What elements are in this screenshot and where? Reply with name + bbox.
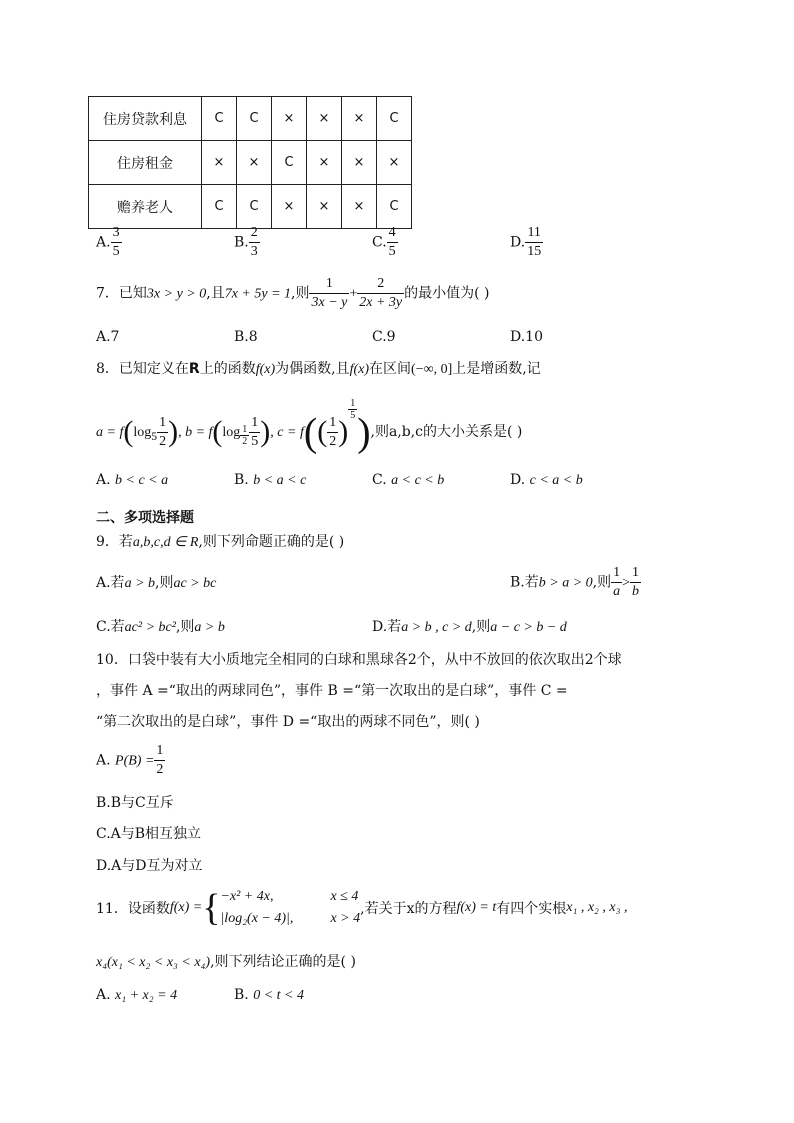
math-expr: a > b bbox=[194, 620, 225, 635]
q11-option-a bbox=[96, 987, 177, 1004]
option-letter: A. bbox=[96, 987, 111, 1003]
stem-text: 9．若 bbox=[96, 534, 133, 550]
math-expr: x₁ , x₂ , x₃ , bbox=[566, 900, 628, 915]
q8-option-d bbox=[510, 472, 583, 489]
stem-text: 在区间 bbox=[369, 361, 412, 377]
denominator: 2 bbox=[156, 762, 164, 777]
table-cell: × bbox=[342, 185, 377, 229]
table-cell: C bbox=[237, 97, 272, 141]
q9-stem bbox=[96, 531, 344, 551]
q8-stem bbox=[96, 358, 541, 378]
q10-option-a bbox=[96, 742, 165, 779]
numerator: 1 bbox=[630, 564, 641, 583]
option-letter: D. bbox=[510, 472, 526, 488]
fraction bbox=[630, 564, 641, 601]
row-label: 住房贷款利息 bbox=[89, 97, 202, 141]
log-base: 5 bbox=[151, 429, 158, 443]
log-text: log bbox=[222, 425, 241, 440]
q8-definitions bbox=[96, 398, 522, 456]
stem-text: ,若关于x的方程 bbox=[360, 901, 457, 917]
q7-option-a: A.7 bbox=[96, 329, 120, 345]
paren-open: ( bbox=[123, 415, 134, 448]
math-expr: b < c < a bbox=[115, 473, 169, 488]
q10-line3: “第二次取出的是白球”，事件 D =“取出的两球不同色”，则( ) bbox=[96, 714, 480, 730]
paren-close: ) bbox=[357, 409, 371, 455]
case-row bbox=[220, 886, 360, 908]
numerator: 1 bbox=[242, 424, 248, 435]
stem-text: ,且 bbox=[206, 285, 225, 302]
stem-text: 有四个实根 bbox=[496, 901, 567, 917]
paren-close: ) bbox=[338, 415, 349, 448]
stem-text: ,则下列命题正确的是( ) bbox=[198, 534, 345, 550]
log-base-fraction bbox=[240, 424, 249, 447]
option-letter: C. bbox=[372, 234, 387, 251]
math-expr: 3x > y > 0 bbox=[146, 286, 207, 302]
fraction bbox=[525, 224, 543, 261]
interval: (−∞, 0] bbox=[411, 362, 453, 377]
stem-text: 8．已知定义在 bbox=[96, 361, 189, 377]
denominator: 3 bbox=[250, 244, 258, 259]
denominator: b bbox=[632, 584, 640, 599]
table-row bbox=[89, 141, 412, 185]
math-expr: a > b bbox=[124, 576, 156, 591]
fraction bbox=[357, 275, 404, 312]
paren-close: ) bbox=[260, 415, 271, 448]
stem-text: 11．设函数 bbox=[96, 901, 170, 917]
denominator: a bbox=[613, 584, 621, 599]
denominator: 2 bbox=[329, 433, 337, 449]
table-cell: × bbox=[307, 141, 342, 185]
table-cell: × bbox=[377, 141, 412, 185]
math-expr: , b = f bbox=[178, 425, 213, 440]
stem-text: 上是增函数,记 bbox=[452, 361, 541, 377]
q10-option-b: B.B与C互斥 bbox=[96, 795, 174, 811]
q11-option-b bbox=[234, 987, 304, 1004]
stem-text: 为偶函数,且 bbox=[275, 361, 350, 377]
table-cell: × bbox=[342, 97, 377, 141]
stem-text: ,则下列结论正确的是( ) bbox=[210, 954, 356, 970]
math-expr: f(x) bbox=[255, 362, 276, 377]
paren-open: ( bbox=[317, 415, 328, 448]
q11-line2 bbox=[96, 951, 356, 971]
denominator: 5 bbox=[112, 244, 120, 259]
numerator: 2 bbox=[357, 275, 404, 294]
option-text: B.若 bbox=[510, 574, 539, 591]
table-cell: C bbox=[202, 185, 237, 229]
numerator: 2 bbox=[249, 224, 260, 243]
deduction-table bbox=[88, 96, 412, 229]
table-cell: × bbox=[342, 141, 377, 185]
paren-open: ( bbox=[303, 409, 318, 455]
fraction bbox=[309, 275, 349, 312]
q9-option-b bbox=[510, 564, 641, 601]
option-text: ,则 bbox=[175, 619, 195, 635]
q7-option-d: D.10 bbox=[510, 329, 543, 345]
table-cell: × bbox=[272, 185, 307, 229]
option-letter: A. bbox=[96, 234, 111, 251]
case-expr: −x² + 4x, bbox=[220, 889, 274, 904]
option-text: C.若 bbox=[96, 619, 125, 635]
numerator: 1 bbox=[154, 742, 165, 761]
denominator: 5 bbox=[388, 244, 396, 259]
fraction bbox=[611, 564, 622, 601]
option-letter: B. bbox=[234, 234, 249, 251]
math-expr: c < a < b bbox=[529, 473, 583, 488]
fraction bbox=[157, 414, 168, 451]
q10-line1: 10．口袋中装有大小质地完全相同的白球和黑球各2个，从中不放回的依次取出2个球 bbox=[96, 652, 622, 668]
option-text: ,则 bbox=[155, 575, 174, 591]
denominator: 2x + 3y bbox=[359, 295, 403, 310]
case-cond: x > 4 bbox=[330, 911, 361, 926]
option-text: A.若 bbox=[96, 575, 125, 591]
plus-sign: + bbox=[349, 286, 358, 302]
brace-icon: { bbox=[202, 887, 221, 929]
option-letter: B. bbox=[234, 472, 249, 488]
q9-option-a bbox=[96, 572, 216, 592]
numerator: 3 bbox=[111, 224, 122, 243]
table-cell: C bbox=[377, 97, 412, 141]
math-expr: f(x) = bbox=[169, 900, 203, 915]
case-expr: |log₂(x − 4)|, bbox=[220, 911, 294, 926]
math-expr: f(x) bbox=[349, 362, 370, 377]
q10-option-d: D.A与D互为对立 bbox=[96, 858, 203, 874]
denominator: 2 bbox=[242, 436, 248, 447]
numerator: 1 bbox=[309, 275, 349, 294]
log-text: log bbox=[133, 425, 152, 440]
fraction bbox=[387, 224, 398, 261]
q9-option-c bbox=[96, 616, 225, 636]
math-expr: 0 < t < 4 bbox=[253, 988, 304, 1003]
piecewise-cases bbox=[220, 886, 360, 930]
option-letter: D. bbox=[510, 234, 526, 251]
numerator: 4 bbox=[387, 224, 398, 243]
math-expr: x₁ + x₂ = 4 bbox=[115, 988, 178, 1003]
math-expr: a,b,c,d ∈ R bbox=[132, 535, 199, 550]
fraction bbox=[111, 224, 122, 261]
numerator: 1 bbox=[611, 564, 622, 583]
denominator: 2 bbox=[159, 433, 167, 449]
section-heading: 二、多项选择题 bbox=[96, 510, 194, 526]
table-cell: × bbox=[237, 141, 272, 185]
real-set-symbol: R bbox=[188, 361, 200, 377]
option-letter: A. bbox=[96, 472, 111, 488]
case-cond: x ≤ 4 bbox=[330, 889, 359, 904]
math-expr: ac > bc bbox=[173, 576, 217, 591]
q10-option-c: C.A与B相互独立 bbox=[96, 826, 202, 842]
math-expr: a = f bbox=[96, 425, 124, 440]
q11-stem bbox=[96, 886, 628, 930]
gt-sign: > bbox=[622, 575, 631, 591]
q7-stem bbox=[96, 275, 490, 312]
stem-text: 7．已知 bbox=[96, 285, 147, 302]
math-expr: b < a < c bbox=[253, 473, 307, 488]
table-cell: × bbox=[307, 97, 342, 141]
q7-option-c: C.9 bbox=[372, 329, 396, 345]
stem-text: 的最小值为( ) bbox=[404, 285, 490, 302]
numerator: 1 bbox=[350, 398, 356, 409]
math-expr: ac² > bc² bbox=[124, 620, 176, 635]
math-expr: a < c < b bbox=[391, 473, 445, 488]
q6-option-b bbox=[234, 224, 260, 261]
q10-line2: ，事件 A =“取出的两球同色”，事件 B =“第一次取出的是白球”，事件 C = bbox=[96, 683, 568, 699]
q8-option-c bbox=[372, 472, 444, 489]
math-expr: a − c > b − d bbox=[490, 620, 567, 635]
fraction bbox=[249, 224, 260, 261]
fraction bbox=[154, 742, 165, 779]
q8-option-a bbox=[96, 472, 168, 489]
option-text: ,则 bbox=[471, 619, 491, 635]
table-cell: C bbox=[202, 97, 237, 141]
numerator: 11 bbox=[525, 224, 543, 243]
math-expr: x₄ bbox=[96, 955, 108, 970]
numerator: 1 bbox=[157, 414, 168, 433]
stem-text: ,则 bbox=[291, 285, 310, 302]
table-cell: × bbox=[272, 97, 307, 141]
row-label: 赡养老人 bbox=[89, 185, 202, 229]
option-text: D.若 bbox=[372, 619, 402, 635]
option-letter: B. bbox=[234, 987, 249, 1003]
numerator: 1 bbox=[327, 414, 338, 433]
table-cell: × bbox=[202, 141, 237, 185]
row-label: 住房租金 bbox=[89, 141, 202, 185]
table-row bbox=[89, 185, 412, 229]
q6-option-a bbox=[96, 224, 122, 261]
denominator: 15 bbox=[527, 244, 542, 259]
stem-text: 上的函数 bbox=[199, 361, 256, 377]
math-expr: b > a > 0 bbox=[538, 575, 593, 591]
math-expr: 7x + 5y = 1 bbox=[224, 286, 292, 302]
paren-open: ( bbox=[212, 415, 223, 448]
stem-text: ,则a,b,c的大小关系是( ) bbox=[370, 424, 523, 440]
table-cell: C bbox=[377, 185, 412, 229]
numerator: 1 bbox=[249, 414, 260, 433]
fraction bbox=[249, 414, 260, 451]
math-expr: (x₁ < x₂ < x₃ < x₄) bbox=[107, 955, 211, 970]
q6-option-c bbox=[372, 224, 398, 261]
math-expr: f(x) = t bbox=[456, 900, 497, 915]
q8-option-b bbox=[234, 472, 306, 489]
q6-option-d bbox=[510, 224, 543, 261]
table-cell: C bbox=[237, 185, 272, 229]
q7-option-b: B.8 bbox=[234, 329, 258, 345]
option-letter: C. bbox=[372, 472, 387, 488]
denominator: 5 bbox=[251, 433, 259, 449]
fraction bbox=[327, 414, 338, 451]
option-text: ,则 bbox=[592, 574, 612, 591]
case-row bbox=[220, 908, 360, 930]
math-expr: , c = f bbox=[270, 425, 304, 440]
q9-option-d bbox=[372, 616, 567, 636]
option-letter: A. bbox=[96, 752, 111, 769]
table-row bbox=[89, 97, 412, 141]
denominator: 3x − y bbox=[311, 295, 348, 310]
table-cell: C bbox=[272, 141, 307, 185]
denominator: 5 bbox=[350, 410, 356, 421]
table-cell: × bbox=[307, 185, 342, 229]
paren-close: ) bbox=[168, 415, 179, 448]
math-expr: a > b , c > d bbox=[401, 620, 472, 635]
math-expr: P(B) = bbox=[115, 753, 155, 769]
exponent-fraction bbox=[348, 398, 357, 421]
